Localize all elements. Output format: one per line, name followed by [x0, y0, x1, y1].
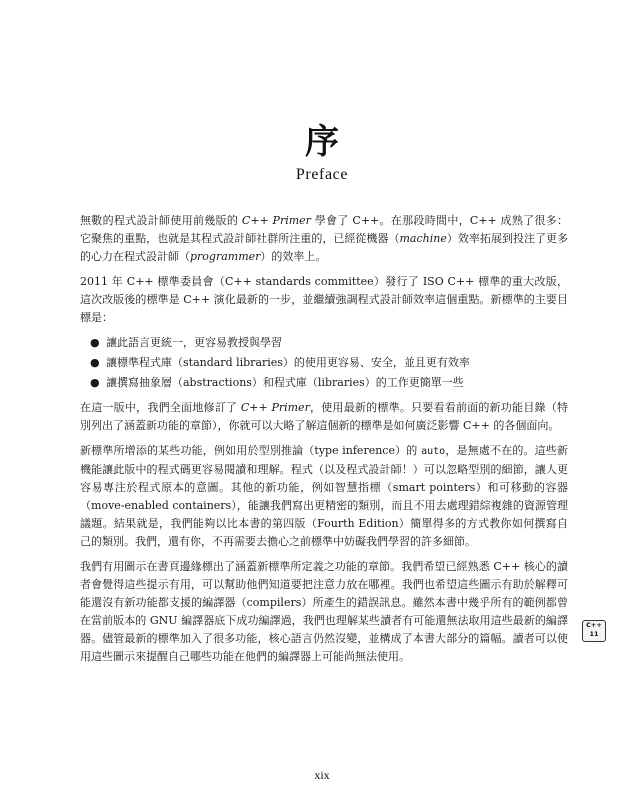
- code-auto: auto: [421, 446, 446, 457]
- page-subtitle: Preface: [295, 166, 349, 183]
- paragraph-1: 無數的程式設計師使用前幾版的 C++ Primer 學會了 C++。在那段時間中，C++ 成熟了很多：它聚焦的重點，也就是其程式設計師社群所注重的，已經從機器（machine）效率拓展到投注了更多的心力在程式設計師（programmer）的效率上。: [80, 214, 569, 263]
- page-title: 序: [305, 122, 339, 162]
- keyword-machine: 機器: [366, 232, 389, 245]
- paragraph-2: 2011 年 C++ 標準委員會（C++ standards committee）發行了 ISO C++ 標準的重大改版，這次改版後的標準是 C++ 演化最新的一步，並繼續強調程式設計師效率這個重點。新標準的主要目標是：: [80, 275, 568, 324]
- page-number: xix: [314, 768, 330, 782]
- bullet-icon: ●: [90, 376, 100, 389]
- keyword-programmers: 無數的程式設計師: [80, 214, 171, 227]
- page-body: [80, 212, 568, 673]
- bullet-icon: ●: [90, 356, 100, 369]
- keyword-programmer: 程式設計師: [124, 250, 179, 263]
- book-title: C++ Primer: [240, 401, 310, 414]
- list-item: ● 讓撰寫抽象層（abstractions）和程式庫（libraries）的工作更簡單一些: [90, 374, 568, 392]
- paragraph-4: 新標準所增添的某些功能，例如用於型別推論（type inference）的 auto，是無處不在的。這些新機能讓此版中的程式碼更容易閱讀和理解。程式（以及程式設計師！）可以忽略型別的細節，讓人更容易專注於程式原本的意圖。其他的新功能，例如智慧指標（smart pointers）和可移動的容器（move-enabled containers），能讓我們寫出更精密的類別，而且不用去處理錯綜複雜的資源管理議題。結果就是，我們能夠以比本書的第四版（Fourth Edition）簡單得多的方式教你如何撰寫自己的類別。我們，還有你，不再需要去擔心之前標準中妨礙我們學習的許多細節。: [80, 444, 569, 548]
- cpp11-margin-icon: C++ 11: [582, 620, 606, 642]
- list-item: ● 讓此語言更統一，更容易教授與學習: [90, 334, 568, 352]
- book-title: C++ Primer: [241, 214, 311, 227]
- paragraph-3: 在這一版中，我們全面地修訂了 C++ Primer，使用最新的標準。只要看看前面的新功能目錄（特別列出了涵蓋新功能的章節），你就可以大略了解這個新的標準是如何廣泛影響 C++ 的各個面向。: [80, 401, 568, 432]
- paragraph-5: 我們有用圖示在書頁邊緣標出了涵蓋新標準所定義之功能的章節。我們希望已經熟悉 C++ 核心的讀者會覺得這些提示有用，可以幫助他們知道要把注意力放在哪裡。我們也希望這些圖示有助於解釋可能還沒有新功能都支援的編譯器（compilers）所產生的錯誤訊息。雖然本書中幾乎所有的範例都曾在當前版本的 GNU 編譯器底下成功編譯過，我們也理解某些讀者有可能還無法取用這些最新的編譯器。儘管最新的標準加入了很多功能，核心語言仍然沒變，並構成了本書大部分的篇幅。讀者可以使用這些圖示來提醒自己哪些功能在他們的編譯器上可能尚無法使用。: [80, 560, 568, 663]
- goals-list: [80, 334, 568, 392]
- list-item: ● 讓標準程式庫（standard libraries）的使用更容易、安全，並且更有效率: [90, 354, 568, 372]
- bullet-icon: ●: [90, 336, 100, 349]
